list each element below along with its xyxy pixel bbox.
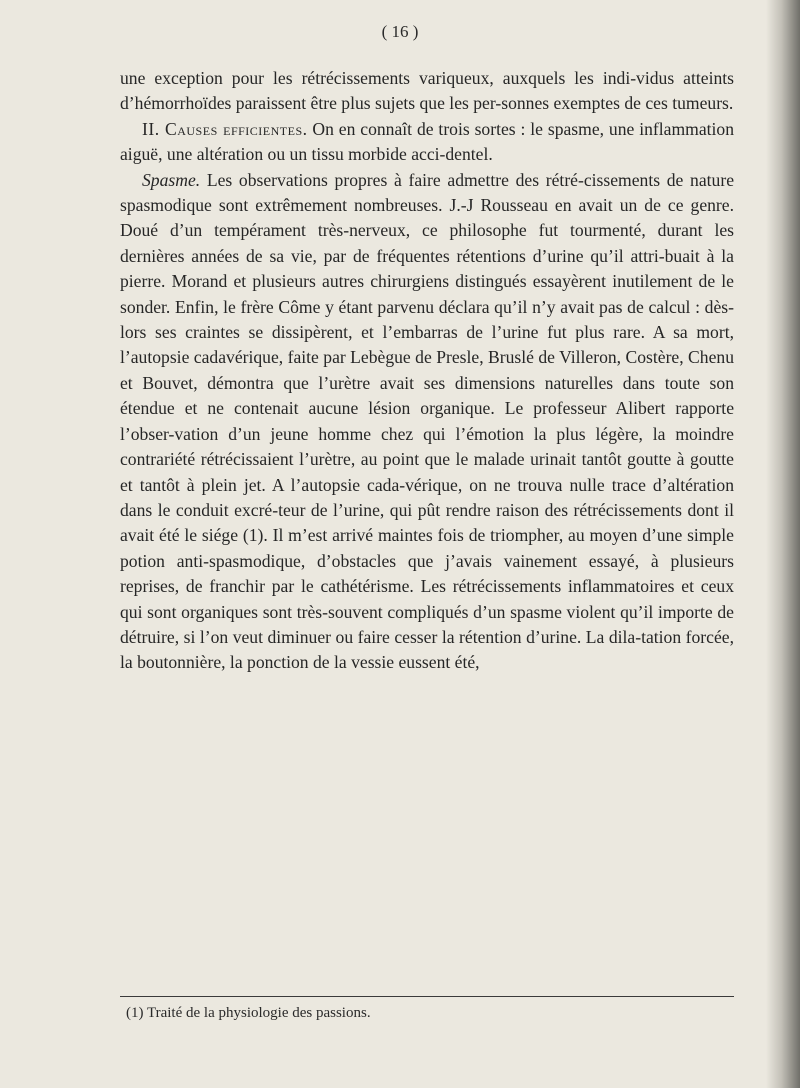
- body-text: [120, 66, 734, 676]
- section-heading-spasme: Spasme.: [142, 169, 201, 190]
- paragraph-1: une exception pour les rétrécissements variqueux, auxquels les indi-vidus atteints d’hémorrhoïdes paraissent être plus sujets que les per-sonnes exemptes de ces tumeurs.: [120, 68, 734, 114]
- footnote: (1) Traité de la physiologie des passions.: [126, 1005, 371, 1021]
- paragraph-3: [120, 168, 734, 676]
- section-heading-causes: II. Causes efficientes.: [142, 118, 308, 139]
- page-edge-shadow: [766, 0, 800, 1088]
- page-number: ( 16 ): [381, 22, 419, 41]
- paragraph-3-text: Les observations propres à faire admettre des rétré-cissements de nature spasmodique sont extrêmement nombreuses. J.-J Rousseau en avait un de ce genre. Doué d’un tempérament très-nerveux, ce philosophe fut tourmenté, durant les dernières années de sa vie, par de fréquentes rétentions d’urine qu’il attri-buait à la pierre. Morand et plusieurs autres chirurgiens distingués essayèrent inutilement de le sonder. Enfin, le frère Côme y étant parvenu déclara qu’il n’y avait pas de calcul : dès-lors ses craintes se dissipèrent, et l’embarras de l’urine fut plus rare. A sa mort, l’autopsie cadavérique, faite par Lebègue de Presle, Bruslé de Villeron, Costère, Chenu et Bouvet, démontra que l’urètre avait ses dimensions naturelles dans toute son étendue et ne contenait aucune lésion organique. Le professeur Alibert rapporte l’obser-vation d’un jeune homme chez qui l’émotion la plus légère, la moindre contrariété rétrécissaient l’urètre, au point que le malade urinait tantôt goutte à goutte et tantôt à plein jet. A l’autopsie cada-vérique, on ne trouva nulle trace d’altération dans le conduit excré-teur de l’urine, qui pût rendre raison des rétrécissements dont il avait été le siége (1). Il m’est arrivé maintes fois de triompher, au moyen d’une simple potion anti-spasmodique, d’obstacles que j’avais vainement essayé, à plusieurs reprises, de franchir par le cathétérisme. Les rétrécissements inflammatoires et ceux qui sont organiques sont très-souvent compliqués d’un spasme violent qu’il importe de détruire, si l’on veut diminuer ou faire cesser la rétention d’urine. La dila-tation forcée, la boutonnière, la ponction de la vessie eussent été,: [120, 169, 734, 673]
- paragraph-2: [120, 117, 734, 168]
- paragraph-2-text: On en connaît de trois sortes : le spasme, une inflammation aiguë, une altération ou un tissu morbide acci-dentel.: [120, 118, 734, 165]
- footnote-rule: [120, 996, 734, 997]
